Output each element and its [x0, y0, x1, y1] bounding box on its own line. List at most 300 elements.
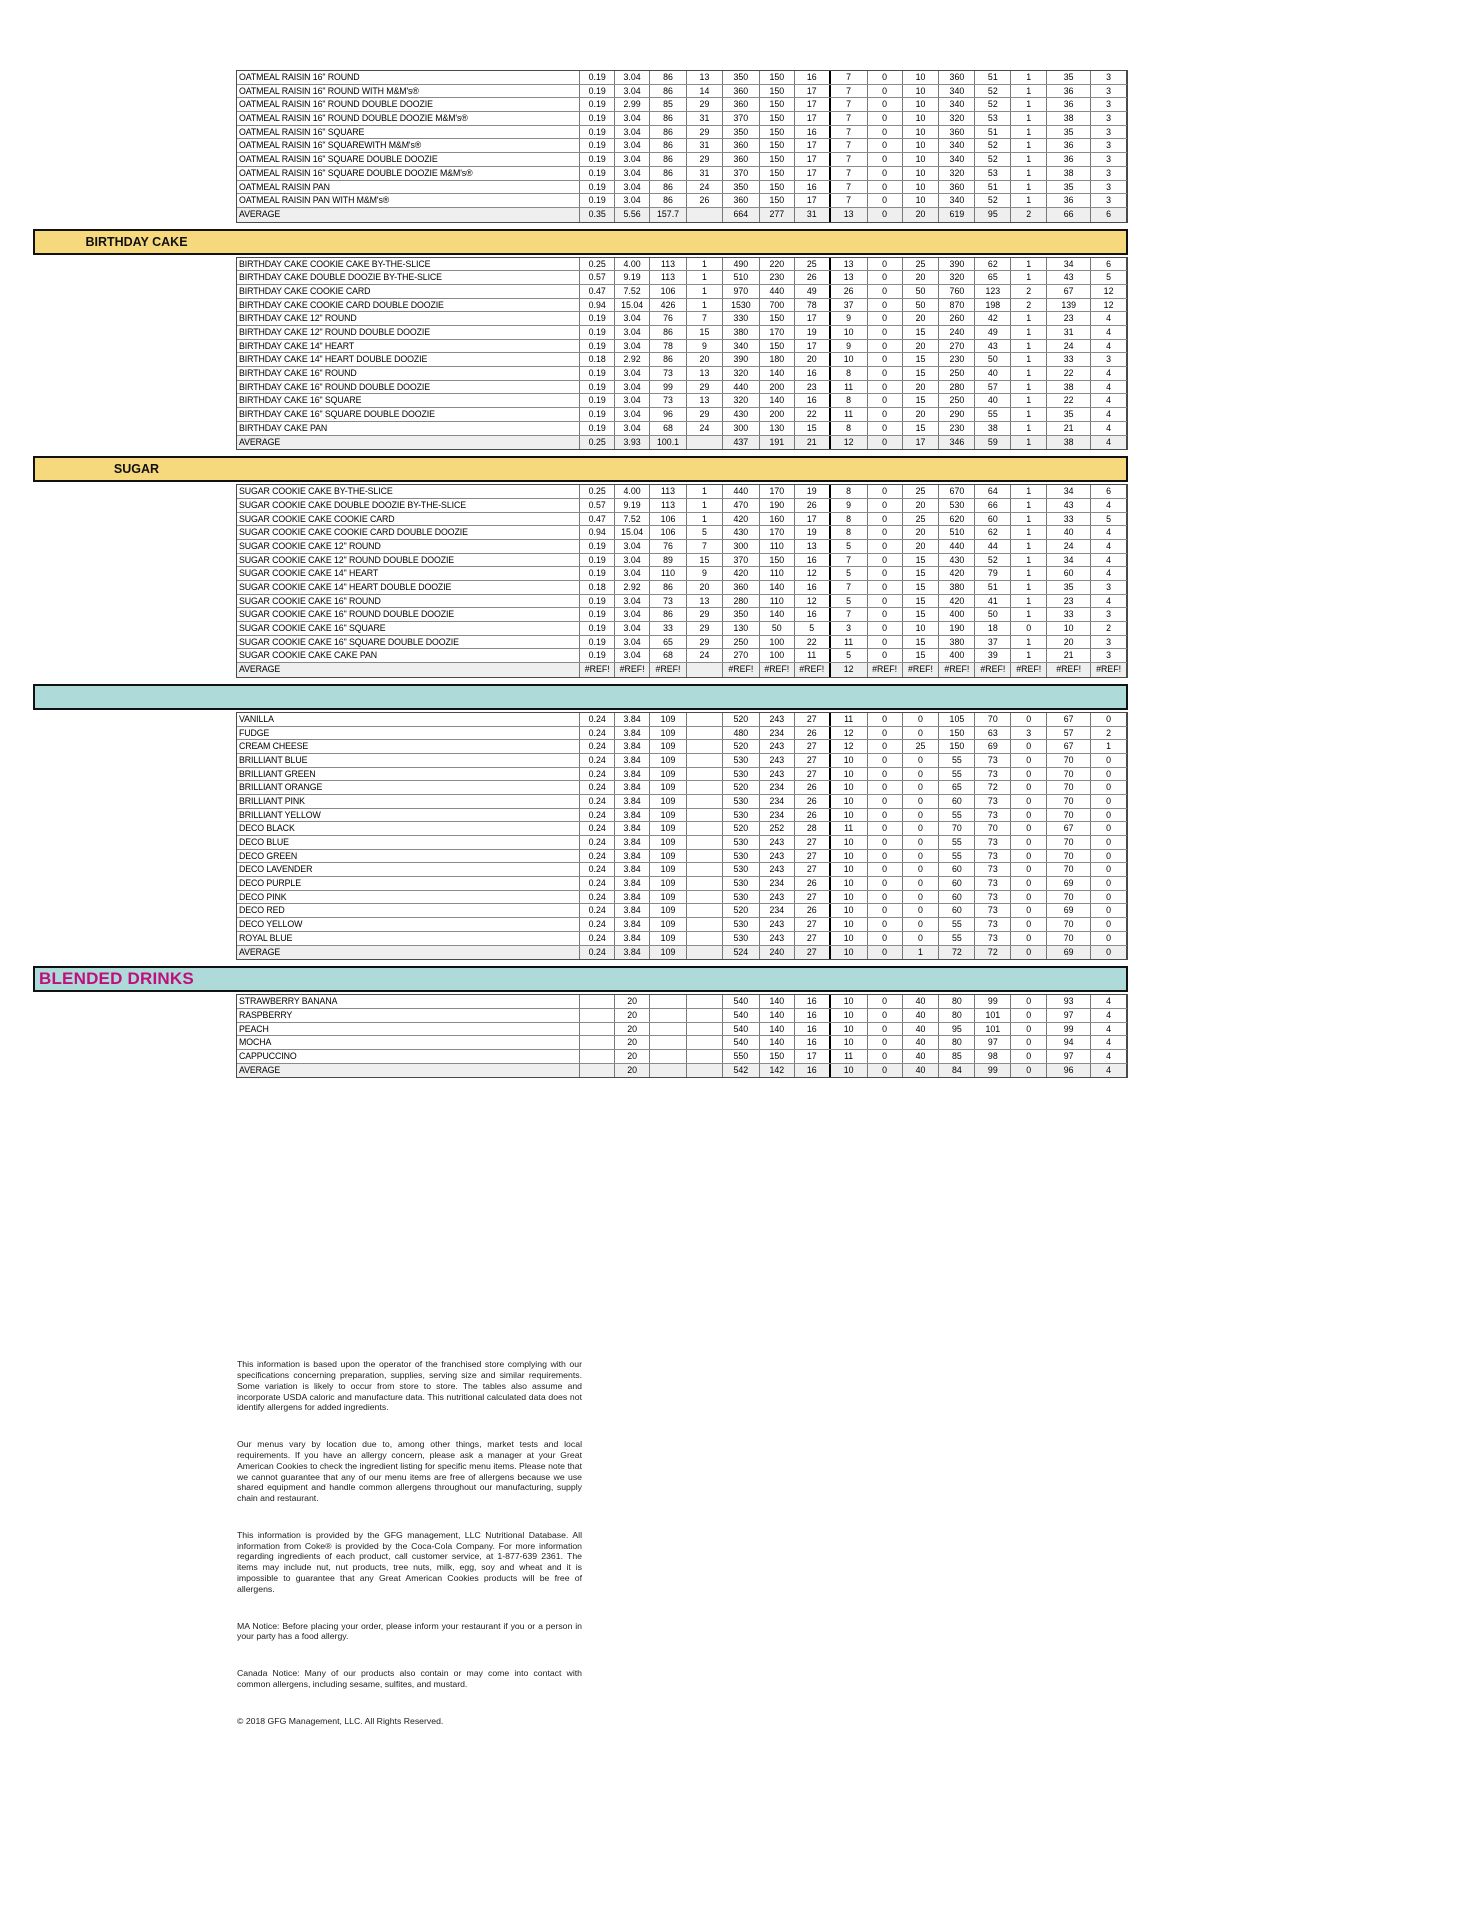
value-cell: 70	[1047, 795, 1091, 808]
section-band-unlabeled	[33, 684, 1128, 710]
value-cell: 250	[939, 367, 975, 380]
table-row	[237, 877, 1127, 891]
table-row	[237, 71, 1127, 85]
value-cell: 3	[1091, 636, 1127, 649]
value-cell: 1	[1011, 98, 1047, 111]
value-cell: 0	[1091, 836, 1127, 849]
value-cell: 426	[650, 299, 687, 312]
value-cell	[687, 850, 723, 863]
value-cell: 33	[1047, 353, 1091, 366]
value-cell	[687, 932, 723, 945]
value-cell: 0	[1091, 795, 1127, 808]
value-cell: 13	[795, 540, 831, 553]
value-cell: 2	[1011, 299, 1047, 312]
value-cell: 3.04	[615, 326, 650, 339]
value-cell: 72	[975, 946, 1011, 960]
value-cell: 0.24	[580, 932, 615, 945]
value-cell: 10	[831, 932, 868, 945]
product-name-cell: BRILLIANT YELLOW	[237, 809, 580, 822]
table-row	[237, 754, 1127, 768]
value-cell: 0	[868, 71, 903, 84]
value-cell: 15	[903, 422, 940, 435]
value-cell: 16	[795, 1009, 831, 1022]
value-cell: 7	[831, 139, 868, 152]
value-cell: 52	[975, 554, 1011, 567]
value-cell: 542	[723, 1064, 760, 1078]
value-cell: 0	[868, 312, 903, 325]
value-cell: 110	[650, 567, 687, 580]
value-cell: 4	[1091, 540, 1127, 553]
value-cell: 14	[687, 85, 723, 98]
value-cell: 4	[1091, 436, 1127, 450]
value-cell: 85	[650, 98, 687, 111]
value-cell: 0	[903, 727, 940, 740]
value-cell: 0.25	[580, 258, 615, 271]
value-cell: 540	[723, 1009, 760, 1022]
value-cell: 9	[831, 340, 868, 353]
value-cell: 10	[831, 781, 868, 794]
footnotes	[237, 1359, 582, 1726]
value-cell: 73	[975, 863, 1011, 876]
value-cell: 0	[868, 822, 903, 835]
value-cell: 0.19	[580, 167, 615, 180]
value-cell: 70	[1047, 754, 1091, 767]
value-cell: 76	[650, 540, 687, 553]
value-cell: 530	[723, 918, 760, 931]
value-cell: 0	[868, 208, 903, 222]
value-cell: 0	[868, 112, 903, 125]
value-cell: 101	[975, 1023, 1011, 1036]
value-cell: 0	[1011, 809, 1047, 822]
value-cell: 5.56	[615, 208, 650, 222]
value-cell: 0	[1091, 809, 1127, 822]
value-cell: 17	[795, 85, 831, 98]
value-cell: 19	[795, 526, 831, 539]
table-row	[237, 891, 1127, 905]
product-name-cell: SUGAR COOKIE CAKE 14" HEART DOUBLE DOOZIE	[237, 581, 580, 594]
value-cell: 3.84	[615, 836, 650, 849]
value-cell: 277	[760, 208, 795, 222]
value-cell: 13	[687, 394, 723, 407]
value-cell: 73	[975, 877, 1011, 890]
value-cell: 1	[1011, 367, 1047, 380]
value-cell: 3.84	[615, 850, 650, 863]
value-cell: 0.25	[580, 436, 615, 450]
product-name-cell: SUGAR COOKIE CAKE 16" SQUARE	[237, 622, 580, 635]
value-cell: 73	[650, 394, 687, 407]
value-cell: 440	[760, 285, 795, 298]
value-cell: 31	[795, 208, 831, 222]
value-cell: 0.19	[580, 649, 615, 662]
product-name-cell: SUGAR COOKIE CAKE 16" SQUARE DOUBLE DOOZIE	[237, 636, 580, 649]
value-cell: 360	[723, 581, 760, 594]
value-cell: 619	[939, 208, 975, 222]
value-cell: 36	[1047, 153, 1091, 166]
value-cell: 43	[1047, 499, 1091, 512]
value-cell: 510	[723, 271, 760, 284]
value-cell: 3.04	[615, 567, 650, 580]
product-name-cell: SUGAR COOKIE CAKE 16" ROUND	[237, 595, 580, 608]
value-cell: 0	[1011, 754, 1047, 767]
value-cell: 350	[723, 608, 760, 621]
table-row	[237, 554, 1127, 568]
value-cell: 320	[723, 394, 760, 407]
value-cell: 0	[903, 822, 940, 835]
value-cell: 150	[760, 554, 795, 567]
value-cell: 2.92	[615, 353, 650, 366]
value-cell: 16	[795, 71, 831, 84]
value-cell: 1	[1011, 353, 1047, 366]
value-cell: 60	[939, 863, 975, 876]
value-cell: 280	[939, 381, 975, 394]
value-cell: 110	[760, 595, 795, 608]
product-name-cell: FUDGE	[237, 727, 580, 740]
value-cell: 243	[760, 850, 795, 863]
value-cell: 300	[723, 540, 760, 553]
value-cell: 99	[975, 1064, 1011, 1078]
value-cell: 3.04	[615, 394, 650, 407]
section-rows	[236, 994, 1128, 1078]
value-cell: 109	[650, 809, 687, 822]
value-cell: 0	[1011, 891, 1047, 904]
value-cell: 24	[687, 422, 723, 435]
value-cell: 0.24	[580, 863, 615, 876]
value-cell: #REF!	[1047, 663, 1091, 677]
value-cell: 26	[687, 194, 723, 207]
value-cell: 50	[975, 608, 1011, 621]
value-cell: 68	[650, 649, 687, 662]
value-cell: 0.19	[580, 181, 615, 194]
value-cell: 73	[975, 809, 1011, 822]
value-cell: 6	[1091, 208, 1127, 222]
value-cell: 0	[868, 285, 903, 298]
value-cell: 113	[650, 271, 687, 284]
value-cell: 123	[975, 285, 1011, 298]
value-cell: 62	[975, 526, 1011, 539]
table-row	[237, 408, 1127, 422]
value-cell: 520	[723, 713, 760, 726]
average-row	[237, 1064, 1127, 1078]
value-cell: 0.19	[580, 85, 615, 98]
value-cell: 109	[650, 850, 687, 863]
value-cell: 0	[868, 713, 903, 726]
value-cell: 95	[975, 208, 1011, 222]
table-row	[237, 836, 1127, 850]
value-cell: 1	[1011, 167, 1047, 180]
value-cell	[580, 1023, 615, 1036]
value-cell: 7	[687, 540, 723, 553]
value-cell: 7	[831, 194, 868, 207]
value-cell: 0	[903, 863, 940, 876]
table-row	[237, 422, 1127, 436]
value-cell: 63	[975, 727, 1011, 740]
value-cell: 190	[939, 622, 975, 635]
value-cell: 250	[723, 636, 760, 649]
value-cell: 11	[831, 408, 868, 421]
value-cell: #REF!	[903, 663, 940, 677]
value-cell: 60	[939, 795, 975, 808]
product-name-cell: BIRTHDAY CAKE COOKIE CARD DOUBLE DOOZIE	[237, 299, 580, 312]
product-name-cell: DECO RED	[237, 904, 580, 917]
value-cell: 0	[1091, 891, 1127, 904]
value-cell: 16	[795, 181, 831, 194]
value-cell	[687, 809, 723, 822]
value-cell: 1	[1011, 326, 1047, 339]
product-name-cell: AVERAGE	[237, 436, 580, 450]
value-cell: 36	[1047, 139, 1091, 152]
value-cell: 109	[650, 946, 687, 960]
value-cell: 0	[1011, 850, 1047, 863]
value-cell: 10	[903, 181, 940, 194]
value-cell: 150	[760, 85, 795, 98]
product-name-cell: OATMEAL RAISIN 16" SQUARE DOUBLE DOOZIE M&M's®	[237, 167, 580, 180]
value-cell: 0.24	[580, 836, 615, 849]
value-cell: 0	[1091, 863, 1127, 876]
value-cell: 16	[795, 554, 831, 567]
value-cell: 2	[1091, 727, 1127, 740]
value-cell: 530	[723, 932, 760, 945]
value-cell: 1	[1011, 422, 1047, 435]
table-row	[237, 167, 1127, 181]
value-cell: 1	[1091, 740, 1127, 753]
value-cell: 67	[1047, 713, 1091, 726]
value-cell: 12	[831, 740, 868, 753]
value-cell: 106	[650, 513, 687, 526]
value-cell: 17	[795, 312, 831, 325]
value-cell: 260	[939, 312, 975, 325]
value-cell: 180	[760, 353, 795, 366]
section-rows	[236, 257, 1128, 451]
value-cell: 73	[975, 850, 1011, 863]
value-cell: 320	[723, 367, 760, 380]
value-cell: 0	[1091, 754, 1127, 767]
value-cell: 3.04	[615, 381, 650, 394]
value-cell: 97	[1047, 1009, 1091, 1022]
value-cell: 150	[760, 112, 795, 125]
value-cell: 69	[1047, 946, 1091, 960]
value-cell: 86	[650, 139, 687, 152]
value-cell: 3.04	[615, 71, 650, 84]
product-name-cell: AVERAGE	[237, 663, 580, 677]
table-row	[237, 98, 1127, 112]
table-row	[237, 299, 1127, 313]
value-cell: 12	[831, 727, 868, 740]
value-cell: 3.84	[615, 932, 650, 945]
table-row	[237, 809, 1127, 823]
value-cell: 3.04	[615, 194, 650, 207]
value-cell: 10	[831, 795, 868, 808]
value-cell: 13	[831, 208, 868, 222]
value-cell: 86	[650, 181, 687, 194]
value-cell: 27	[795, 713, 831, 726]
value-cell: 101	[975, 1009, 1011, 1022]
value-cell: 530	[723, 850, 760, 863]
value-cell: 240	[760, 946, 795, 960]
value-cell: 55	[939, 850, 975, 863]
table-row	[237, 1036, 1127, 1050]
value-cell: 86	[650, 153, 687, 166]
value-cell: 0	[868, 946, 903, 960]
value-cell: 0	[1011, 995, 1047, 1008]
value-cell: 106	[650, 526, 687, 539]
value-cell: 0.19	[580, 622, 615, 635]
value-cell: 0	[868, 126, 903, 139]
value-cell: 346	[939, 436, 975, 450]
value-cell: 3.84	[615, 754, 650, 767]
value-cell: 70	[975, 713, 1011, 726]
value-cell: 130	[723, 622, 760, 635]
section-title: BIRTHDAY CAKE	[85, 234, 188, 249]
product-name-cell: BIRTHDAY CAKE 14" HEART DOUBLE DOOZIE	[237, 353, 580, 366]
value-cell: 40	[903, 1023, 940, 1036]
value-cell: 7	[831, 112, 868, 125]
value-cell: 0	[903, 891, 940, 904]
value-cell: 0	[868, 367, 903, 380]
product-name-cell: VANILLA	[237, 713, 580, 726]
value-cell: 43	[1047, 271, 1091, 284]
value-cell: 13	[687, 71, 723, 84]
value-cell: 360	[723, 194, 760, 207]
value-cell	[687, 1009, 723, 1022]
value-cell: 62	[975, 258, 1011, 271]
value-cell: 38	[1047, 436, 1091, 450]
value-cell: 94	[1047, 1036, 1091, 1049]
table-row	[237, 194, 1127, 208]
value-cell: 0	[868, 608, 903, 621]
value-cell: 38	[1047, 381, 1091, 394]
value-cell	[650, 1036, 687, 1049]
value-cell: 70	[939, 822, 975, 835]
value-cell: 243	[760, 768, 795, 781]
value-cell: 290	[939, 408, 975, 421]
value-cell: 10	[831, 918, 868, 931]
value-cell: 0	[868, 1036, 903, 1049]
value-cell: 0	[868, 768, 903, 781]
value-cell: 0	[868, 436, 903, 450]
value-cell: 0	[868, 1009, 903, 1022]
value-cell: 1	[1011, 595, 1047, 608]
value-cell: 3.84	[615, 781, 650, 794]
value-cell: 4	[1091, 1036, 1127, 1049]
value-cell: 25	[903, 513, 940, 526]
value-cell: 0	[1011, 946, 1047, 960]
value-cell: 3	[1091, 181, 1127, 194]
value-cell: 520	[723, 740, 760, 753]
value-cell: 3.04	[615, 312, 650, 325]
value-cell: 70	[1047, 836, 1091, 849]
value-cell: 230	[760, 271, 795, 284]
value-cell: 55	[939, 768, 975, 781]
value-cell: 70	[1047, 809, 1091, 822]
value-cell: 140	[760, 608, 795, 621]
value-cell: 17	[795, 112, 831, 125]
value-cell: 73	[650, 367, 687, 380]
value-cell: 3.84	[615, 946, 650, 960]
value-cell: 3.04	[615, 636, 650, 649]
value-cell: 3.04	[615, 595, 650, 608]
value-cell: 50	[975, 353, 1011, 366]
value-cell: #REF!	[1011, 663, 1047, 677]
value-cell: 53	[975, 167, 1011, 180]
value-cell: 89	[650, 554, 687, 567]
value-cell: 35	[1047, 581, 1091, 594]
value-cell: 1	[1011, 649, 1047, 662]
value-cell: 29	[687, 98, 723, 111]
value-cell: 4	[1091, 1009, 1127, 1022]
value-cell: 9.19	[615, 271, 650, 284]
value-cell: 109	[650, 863, 687, 876]
value-cell: 150	[760, 181, 795, 194]
value-cell: 27	[795, 863, 831, 876]
value-cell: 9	[687, 340, 723, 353]
value-cell: 3	[1011, 727, 1047, 740]
value-cell: 191	[760, 436, 795, 450]
value-cell: 1	[1011, 312, 1047, 325]
disclaimer-paragraph: This information is provided by the GFG management, LLC Nutritional Database. All information from Coke® is provided by the Coca-Cola Company. For more information regarding ingredients of each product, call customer service, at 1-877-639 2361. The items may include nut, nut products, tree nuts, milk, egg, soy and wheat and it is impossible to guarantee that any Great American Cookies products will be free of allergens.	[237, 1529, 582, 1594]
value-cell: 380	[723, 326, 760, 339]
value-cell: 20	[903, 271, 940, 284]
table-row	[237, 904, 1127, 918]
product-name-cell: BRILLIANT GREEN	[237, 768, 580, 781]
value-cell: 8	[831, 422, 868, 435]
value-cell: 25	[795, 258, 831, 271]
value-cell: 109	[650, 754, 687, 767]
value-cell: 620	[939, 513, 975, 526]
value-cell: 29	[687, 153, 723, 166]
value-cell: 27	[795, 918, 831, 931]
value-cell: 1	[1011, 181, 1047, 194]
value-cell: 66	[1047, 208, 1091, 222]
value-cell: 13	[687, 595, 723, 608]
value-cell: 67	[1047, 285, 1091, 298]
table-row	[237, 381, 1127, 395]
value-cell: 84	[939, 1064, 975, 1078]
table-row	[237, 312, 1127, 326]
value-cell: 38	[1047, 167, 1091, 180]
value-cell: 3	[1091, 98, 1127, 111]
value-cell	[580, 1064, 615, 1078]
value-cell: 0	[868, 595, 903, 608]
value-cell: 0	[903, 809, 940, 822]
value-cell: 1	[1011, 139, 1047, 152]
product-name-cell: DECO LAVENDER	[237, 863, 580, 876]
value-cell: 13	[831, 258, 868, 271]
value-cell: 3	[1091, 167, 1127, 180]
value-cell: 16	[795, 1023, 831, 1036]
value-cell: 400	[939, 608, 975, 621]
value-cell: 0	[868, 850, 903, 863]
value-cell: 320	[939, 271, 975, 284]
value-cell: 7	[831, 167, 868, 180]
value-cell: 3	[1091, 581, 1127, 594]
value-cell	[687, 836, 723, 849]
table-row	[237, 139, 1127, 153]
value-cell: 243	[760, 740, 795, 753]
value-cell: 86	[650, 194, 687, 207]
value-cell: 26	[795, 877, 831, 890]
value-cell: 360	[723, 98, 760, 111]
value-cell: 0	[868, 649, 903, 662]
value-cell	[687, 995, 723, 1008]
value-cell: 0.18	[580, 581, 615, 594]
value-cell: 10	[831, 353, 868, 366]
value-cell: 530	[723, 877, 760, 890]
value-cell: 110	[760, 567, 795, 580]
value-cell: 0	[868, 422, 903, 435]
value-cell: 0	[868, 153, 903, 166]
value-cell: 39	[975, 649, 1011, 662]
value-cell: 530	[939, 499, 975, 512]
